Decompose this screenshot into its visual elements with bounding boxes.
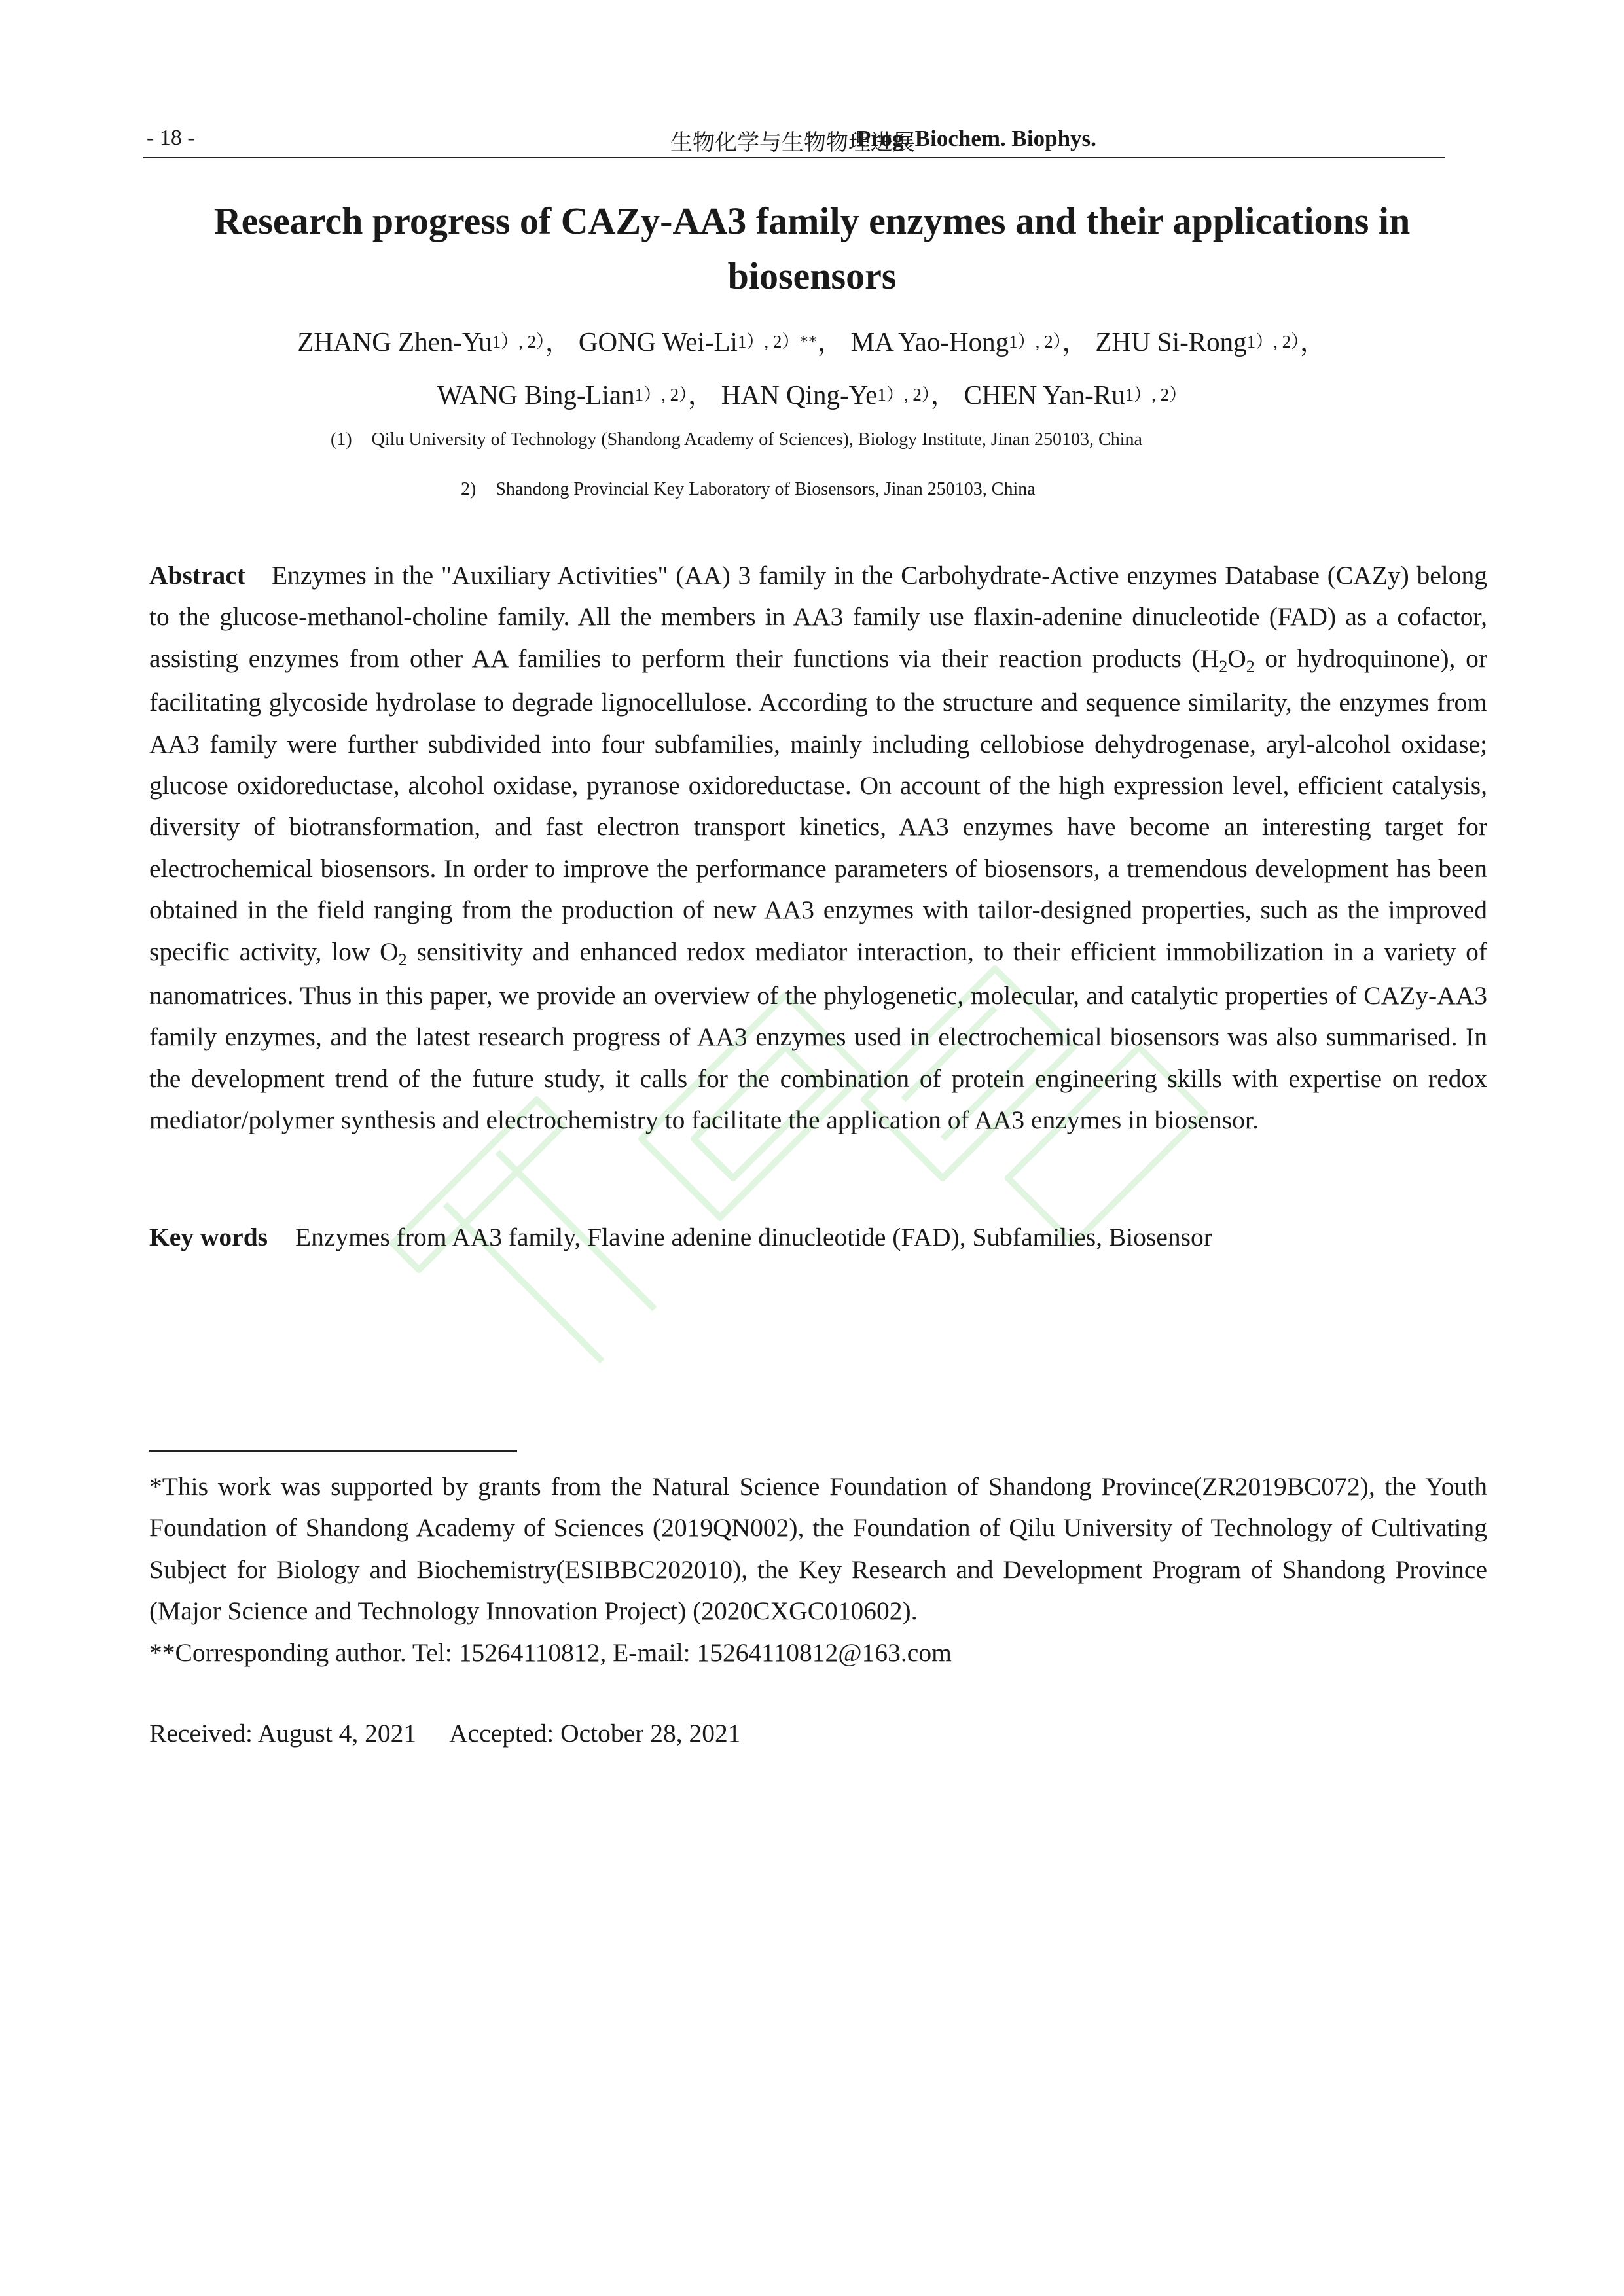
author-line-1: ZHANG Zhen-$Yu^{1), 2)}$， GONG Wei-$Li^{1), 2)**}$， MA Yao-Hong$^{1), 2)}$， ZHU Si-Rong$^{1), 2)}$， [297,327,1327,357]
affiliation-text: Shandong Provincial Key Laboratory of Biosensors, Jinan 250103, China [496,479,1036,499]
author-line-2: WANG Bing-Lian$^{1), 2)}$， HAN Qing-$Ye^{1), 2)}$， CHEN Yan-$Ru^{1), 2)}$ [437,380,1187,410]
author-list [143,317,1481,423]
funding-note: *This work was supported by grants from the Natural Science Foundation of Shandong Province(ZR2019BC072), the Youth Foundation of Shandong Academy of Sciences (2019QN002), the Foundation of Qilu University of Technology of Cultivating Subject for Biology and Biochemistry(ESIBBC202010), the Key Research and Development Program of Shandong Province (Major Science and Technology Innovation Project) (2020CXGC010602). [149,1472,1487,1626]
author-name: ZHANG Zhen-Yu [297,327,492,357]
footnote-divider [149,1450,517,1452]
author-name: GONG Wei-Li [578,327,738,357]
running-header [143,124,1445,158]
keywords-text: Enzymes from AA3 family, Flavine adenine dinucleotide (FAD), Subfamilies, Biosensor [295,1223,1212,1251]
footnotes [149,1466,1487,1674]
author-affiliation-mark: 1）, 2） [1009,332,1062,351]
author-affiliation-mark: 1）, 2） [1246,332,1300,351]
author-name: ZHU Si-Rong [1095,327,1247,357]
keywords-label: Key words [149,1223,268,1251]
affiliation-2 [461,479,1036,500]
submission-dates [149,1713,740,1753]
paper-title: Research progress of CAZy-AA3 family enzymes and their applications in biosensors [213,200,1411,297]
affiliation-1 [331,429,1142,450]
author-affiliation-mark: 1）, 2） [492,332,545,351]
page-number: - 18 - [147,126,195,150]
keywords [149,1217,1487,1257]
abstract: Abstract Enzymes in the "Auxiliary Activities" (AA) 3 family in the Carbohydrate-Active enzymes Database (CAZy) belong to the glucose-methanol-choline family. All the members in AA3 family use flaxin-adenine dinucleotide (FAD) as a cofactor, assisting enzymes from other AA families to perform their functions via their reaction products ($H_2O_2$ or hydroquinone), or facilitating glycoside hydrolase to degrade lignocellulose. According to the structure and sequence similarity, the enzymes from AA3 family were further subdivided into four subfamilies, mainly including cellobiose dehydrogenase, aryl-alcohol oxidase; glucose oxidoreductase, alcohol oxidase, pyranose oxidoreductase. On account of the high expression level, efficient catalysis, diversity of biotransformation, and fast electron transport kinetics, AA3 enzymes have become an interesting target for electrochemical biosensors. In order to improve the performance parameters of biosensors, a tremendous development has been obtained in the field ranging from the production of new AA3 enzymes with tailor-designed properties, such as the improved specific activity, low $O_2$ sensitivity and enhanced redox mediator interaction, to their efficient immobilization in a variety of nanomatrices. Thus in this paper, we provide an overview of the phylogenetic, molecular, and catalytic properties of CAZy-AA3 family enzymes, and the latest research progress of AA3 enzymes used in electrochemical biosensors was also summarised. In the development trend of the future study, it calls for the combination of protein engineering skills with expertise on redox mediator/polymer synthesis and electrochemistry to facilitate the application of AA3 enzymes in biosensor. [149,561,1487,1135]
journal-name-english: Prog. Biochem. Biophys. [857,126,1096,151]
author-name: WANG Bing-Lian [437,380,635,410]
author-affiliation-mark: 1）, 2）** [737,332,818,351]
abstract-text: Enzymes in the "Auxiliary Activities" (AA) 3 family in the Carbohydrate-Active enzymes Database (CAZy) belong to the glucose-methanol-choline family. All the members in AA3 family use flaxin-adenine dinucleotide (FAD) as a cofactor, assisting enzymes from other AA families to perform their functions via their reaction products (H [149,561,1487,673]
affiliation-number: (1) [331,429,352,450]
affiliation-number: 2) [461,479,477,499]
journal-name-chinese: 生物化学与生物物理进展 [670,130,915,156]
corresponding-author-note: **Corresponding author. Tel: 15264110812, E-mail: 15264110812@163.com [149,1638,952,1667]
abstract-label: Abstract [149,561,245,590]
author-affiliation-mark: 1）, 2） [1125,385,1187,404]
author-name: CHEN Yan-Ru [964,380,1125,410]
author-name: MA Yao-Hong [850,327,1009,357]
affiliation-text: Qilu University of Technology (Shandong Academy of Sciences), Biology Institute, Jinan 250103, China [371,429,1142,450]
author-affiliation-mark: 1）, 2） [877,385,931,404]
author-name: HAN Qing-Ye [721,380,878,410]
received-date: Received: August 4, 2021 [149,1719,417,1748]
author-affiliation-mark: 1）, 2） [634,385,688,404]
accepted-date: Accepted: October 28, 2021 [449,1719,741,1748]
